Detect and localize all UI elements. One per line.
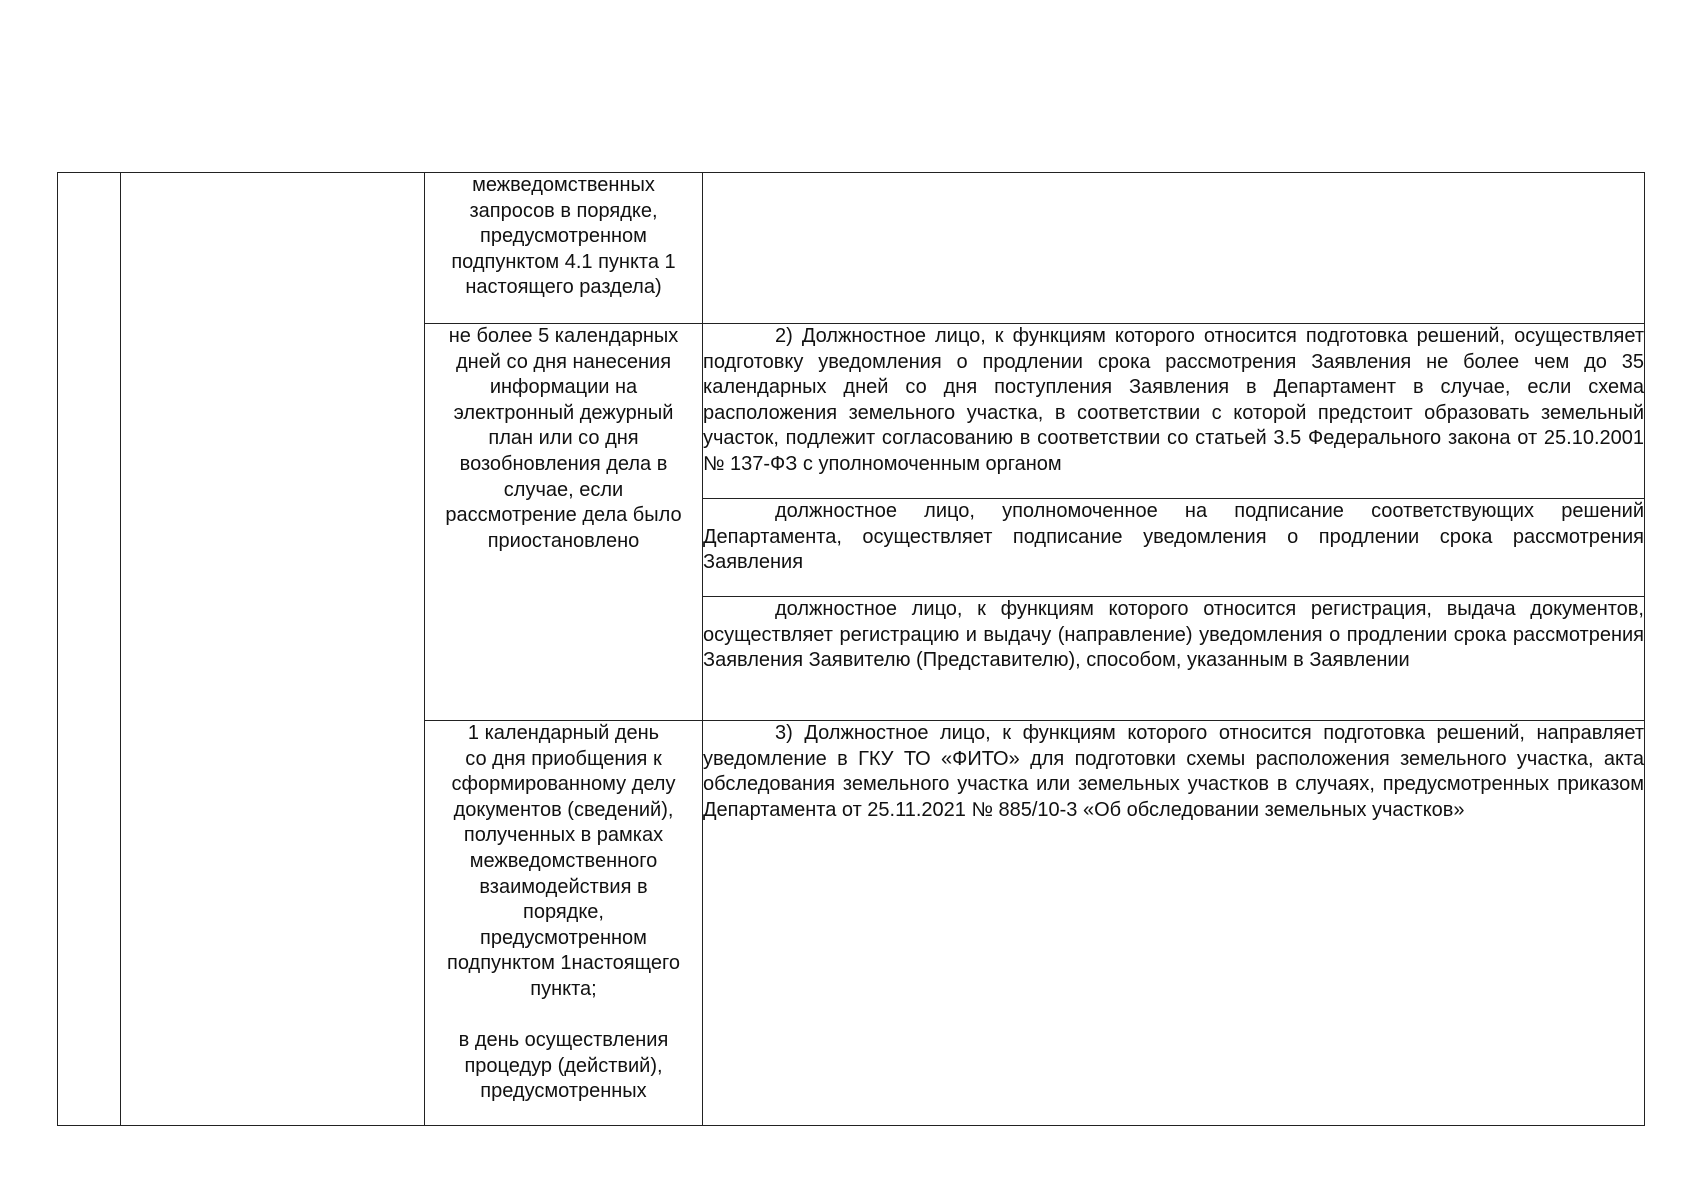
action-cell: 2) Должностное лицо, к функциям которого относится подготовка решений, осуществляет подготовку уведомления о продлении срока рассмотрения Заявления не более чем до 35 календарных дней со дня поступления Заявления в Департамент в случае, если схема расположения земельного участка, в соответствии с которой предстоит образовать земельный участок, подлежит согласованию в соответствии со статьей 3.5 Федерального закона от 25.10.2001 № 137-ФЗ с уполномоченным органом bbox=[703, 324, 1645, 499]
term-cell: 1 календарный день со дня приобщения к сформированному делу документов (сведений), полученных в рамках межведомственного взаимодействия в порядке, предусмотренном подпунктом 1настоящего пункта; в день осуществления процедур (действий), предусмотренных bbox=[425, 721, 703, 1126]
action-cell: должностное лицо, уполномоченное на подписание соответствующих решений Департамента, осуществляет подписание уведомления о продлении срока рассмотрения Заявления bbox=[703, 499, 1645, 597]
procedure-table bbox=[57, 172, 1645, 1126]
action-cell: 3) Должностное лицо, к функциям которого относится подготовка решений, направляет уведомление в ГКУ ТО «ФИТО» для подготовки схемы расположения земельного участка, акта обследования земельного участка или земельных участков в случаях, предусмотренных приказом Департамента от 25.11.2021 № 885/10-3 «Об обследовании земельных участков» bbox=[703, 721, 1645, 1126]
procedure-name-cell bbox=[121, 173, 425, 1126]
table-row bbox=[58, 173, 1645, 324]
action-cell: должностное лицо, к функциям которого относится регистрация, выдача документов, осуществляет регистрацию и выдачу (направление) уведомления о продлении срока рассмотрения Заявления Заявителю (Представителю), способом, указанным в Заявлении bbox=[703, 597, 1645, 721]
term-cell: не более 5 календарных дней со дня нанесения информации на электронный дежурный план или со дня возобновления дела в случае, если рассмотрение дела было приостановлено bbox=[425, 324, 703, 721]
action-cell bbox=[703, 173, 1645, 324]
term-cell: межведомственных запросов в порядке, предусмотренном подпунктом 4.1 пункта 1 настоящего раздела) bbox=[425, 173, 703, 324]
number-cell bbox=[58, 173, 121, 1126]
